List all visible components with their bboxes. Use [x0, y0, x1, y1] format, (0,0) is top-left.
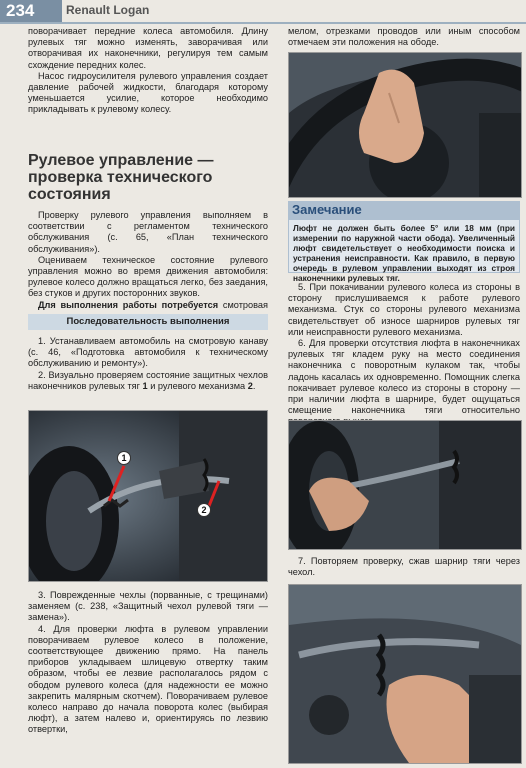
- photo-tie-rod-boots-image: [29, 411, 267, 581]
- photo-tie-rod-boots: [28, 410, 268, 582]
- photo-hand-on-tie-rod: [288, 420, 522, 550]
- header-rule: [0, 22, 526, 24]
- step-2-ref-2: 2: [247, 380, 253, 391]
- step-3: 3. Поврежденные чехлы (порванные, с трещинами) заменяем (с. 238, «Защитный чехол рулевой тяги — замена»).: [28, 590, 268, 623]
- step-6: 6. Для проверки отсутствия люфта в наконечниках рулевых тяг кладем руку на место соединения наконечника с поворотным кулаком так, чтобы ладонь касалась их одновременно. Помощник слегка покачивает рулевое колесо из стороны в сторону — при наличии люфта в шарнире, будет ощущаться смещение наконечника тяги относительно: [288, 338, 520, 416]
- photo-squeeze-joint: [288, 584, 522, 764]
- intro-paragraph-1: поворачивает передние колеса автомобиля. Длину рулевых тяг можно изменять, заворачивая или отворачивая их наконечники, регулируя тем самым схождение передних колес.: [28, 26, 268, 70]
- intro-paragraph-2: Насос гидроусилителя рулевого управления создает давление рабочей жидкости, благодаря которому уменьшается усилие, которое необходимо прикладывать к рулевому колесу.: [28, 70, 268, 115]
- note-title: Замечание: [288, 201, 520, 219]
- steps-3-4: [28, 590, 268, 736]
- step-2-ref-1: 1: [142, 380, 148, 391]
- steps-1-2: [28, 336, 268, 392]
- page-number: 234: [0, 0, 62, 22]
- callout-2: 2: [197, 503, 211, 517]
- step-5: 5. При покачивании рулевого колеса из стороны в сторону прислушиваемся к работе рулевого механизма. Стук со стороны рулевого механизма свидетельствует об износе шарниров рулевых тяг или неисправности рулевого механизма.: [288, 282, 520, 337]
- required-label: Для выполнения работы потребуется: [38, 299, 219, 310]
- left-intro: [28, 26, 268, 116]
- book-title: Renault Logan: [66, 3, 150, 17]
- step-1: 1. Устанавливаем автомобиль на смотровую канаву (с. 46, «Подготовка автомобиля к техническому обслуживанию и ремонту»).: [28, 336, 268, 369]
- step-2-text-d: .: [252, 380, 256, 391]
- step-2-text-a: 2. Визуально проверяем состояние защитных чехлов наконечников рулевых тяг: [28, 369, 268, 391]
- section-body: [28, 210, 268, 322]
- note-box: [288, 219, 520, 283]
- step-7: 7. Повторяем проверку, сжав шарнир тяги через чехол.: [288, 556, 520, 578]
- right-top: [288, 26, 520, 48]
- paragraph-1: Проверку рулевого управления выполняем в соответствии с регламентом технического обслуживания (с. 65, «План технического обслуживания»).: [28, 210, 268, 254]
- right-top-paragraph: мелом, отрезками проводов или иным способом отмечаем эти положения на ободе.: [288, 26, 520, 48]
- step-2-text-c: и рулевого механизма: [147, 380, 248, 391]
- step-2: [28, 370, 268, 392]
- required-text: смотровая: [222, 299, 268, 310]
- photo-hand-on-tie-rod-image: [289, 421, 521, 549]
- photo-steering-wheel-image: [289, 53, 521, 197]
- callout-1: 1: [117, 451, 131, 465]
- photo-steering-wheel: [288, 52, 522, 198]
- sequence-title: Последовательность выполнения: [28, 314, 268, 330]
- section-title: Рулевое управление — проверка технического состояния: [28, 152, 214, 203]
- photo-squeeze-joint-image: [289, 585, 521, 763]
- step-7-block: [288, 556, 520, 578]
- steps-5-6: [288, 282, 520, 428]
- paragraph-2: Оцениваем техническое состояние рулевого управления можно во время движения автомобиля: рулевое колесо должно вращаться легко, без заедания, без стуков и других посторонних звуков.: [28, 254, 268, 299]
- note-text: Люфт не должен быть более 5° или 18 мм (при измерении по наружной части обода). Увеличенный люфт свидетельствует о необходимости поиска и устранения неисправности. Как правило, в первую очередь в рулевом управлении выходят из строя наконечники рулевых тяг.: [293, 223, 515, 283]
- step-4: 4. Для проверки люфта в рулевом управлении поворачиваем рулевое колесо в положение, соответствующее движению прямо. На панель приборов укладываем шлицевую отвертку таким образом, чтобы ее лезвие располагалось рядом с ободом рулевого колеса (для надежности ее можно закрепить малярным скотчем). Поворачиваем рулевое колесо направо до начала поворота колес (выбирая люфт), а затем налево и, ориентируясь по лезвию отвертки,: [28, 623, 268, 735]
